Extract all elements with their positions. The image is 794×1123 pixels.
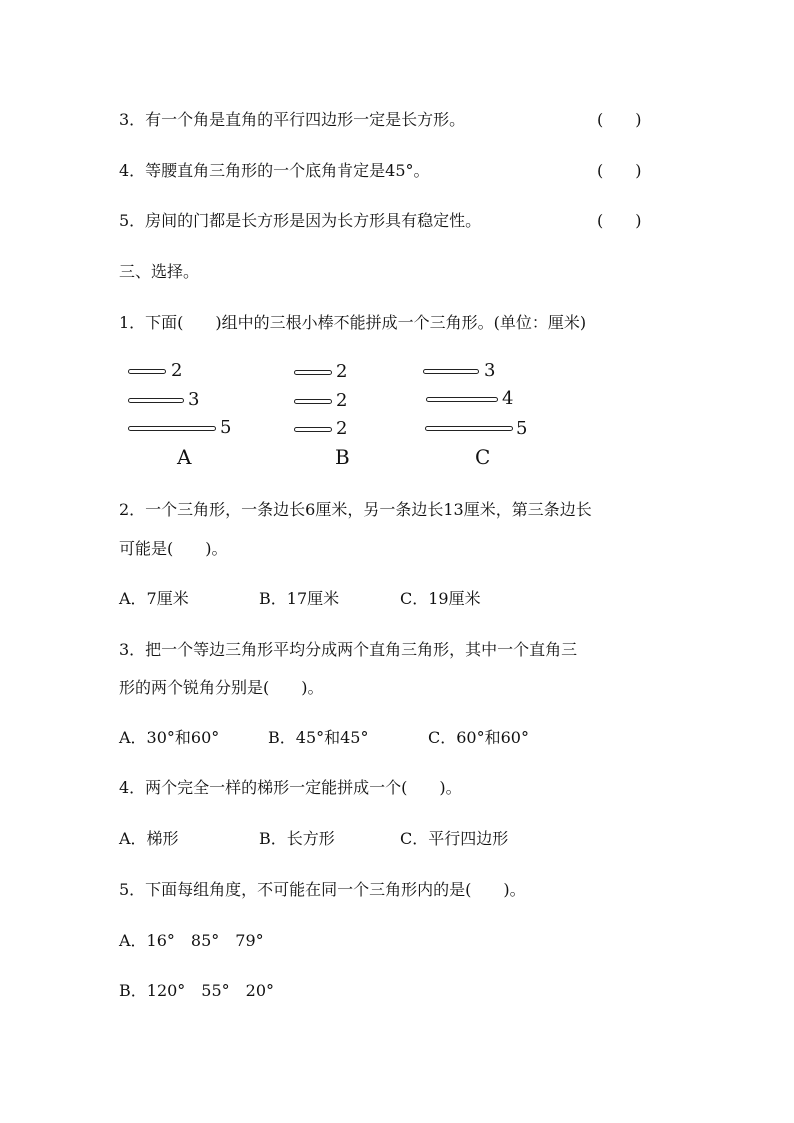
option-c[interactable]: C．19厘米 [400,589,481,608]
question-2-line-2: 可能是( )。 [119,539,228,558]
stick-length: 3 [188,389,200,410]
option-b[interactable]: B．45°和45° [268,728,369,747]
stick [128,369,166,374]
stick [423,369,479,374]
stick-length: 2 [336,418,348,439]
stick-length: 5 [220,417,232,438]
option-a[interactable]: A．30°和60° [119,728,220,747]
stick [294,427,332,432]
option-b[interactable]: B．长方形 [259,829,335,848]
stick-length: 2 [336,390,348,411]
stick [128,426,216,431]
judge-item-4: 4．等腰直角三角形的一个底角肯定是45°。 [119,161,430,180]
stick-length: 2 [171,360,183,381]
stick [426,397,498,402]
option-a[interactable]: A．16° 85° 79° [119,931,264,950]
question-4: 4．两个完全一样的梯形一定能拼成一个( )。 [119,778,462,797]
group-label: C [475,445,491,469]
answer-blank[interactable]: ( ) [597,161,642,180]
judge-item-5: 5．房间的门都是长方形是因为长方形具有稳定性。 [119,211,482,230]
stick [128,398,184,403]
option-c[interactable]: C．60°和60° [428,728,529,747]
answer-blank[interactable]: ( ) [597,110,642,129]
judge-item-3: 3．有一个角是直角的平行四边形一定是长方形。 [119,110,466,129]
option-b[interactable]: B．120° 55° 20° [119,981,275,1000]
section-title: 三、选择。 [119,262,200,281]
option-a[interactable]: A．梯形 [119,829,179,848]
stick-length: 4 [502,388,514,409]
question-2-line-1: 2．一个三角形，一条边长6厘米，另一条边长13厘米，第三条边长 [119,500,592,519]
stick [294,370,332,375]
stick [425,426,513,431]
group-label: B [335,445,350,469]
answer-blank[interactable]: ( ) [597,211,642,230]
stick [294,399,332,404]
question-3-line-2: 形的两个锐角分别是( )。 [119,678,324,697]
option-c[interactable]: C．平行四边形 [400,829,509,848]
stick-length: 3 [484,360,496,381]
group-label: A [177,445,192,469]
question-1: 1．下面( )组中的三根小棒不能拼成一个三角形。(单位：厘米) [119,313,587,332]
question-5: 5．下面每组角度，不可能在同一个三角形内的是( )。 [119,880,526,899]
stick-length: 5 [516,418,528,439]
option-b[interactable]: B．17厘米 [259,589,340,608]
question-3-line-1: 3．把一个等边三角形平均分成两个直角三角形，其中一个直角三 [119,640,578,659]
option-a[interactable]: A．7厘米 [119,589,189,608]
stick-length: 2 [336,361,348,382]
